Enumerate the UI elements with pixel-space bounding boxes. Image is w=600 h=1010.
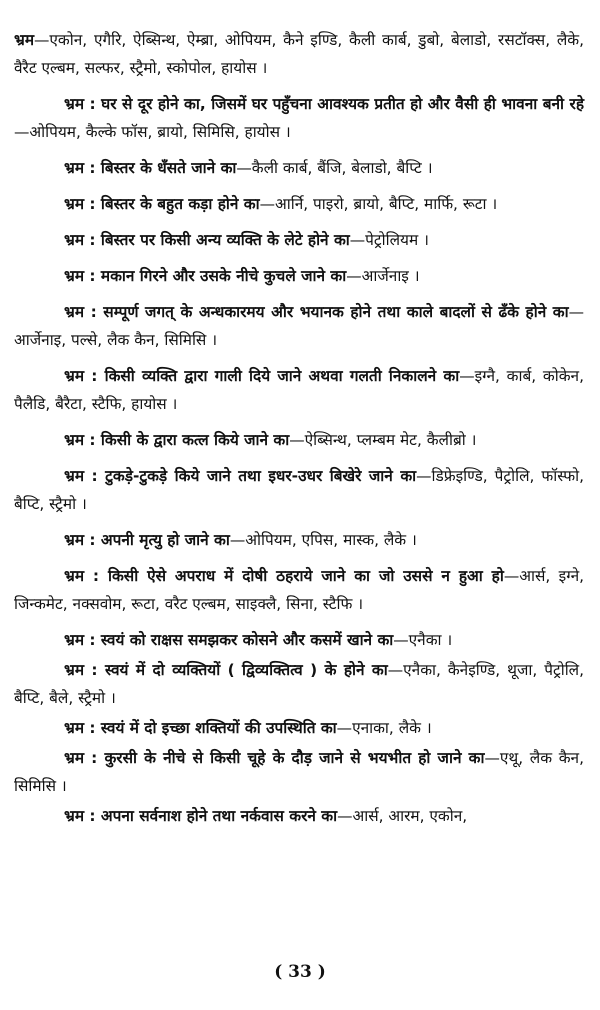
entry-remedies: —डिफ्रेइण्डि, पैट्रोलि, फॉस्फो, बैप्टि, स्ट्रैमो ।	[14, 467, 584, 513]
entry-6	[14, 262, 584, 290]
entry-13	[14, 626, 584, 654]
entry-17	[14, 802, 584, 830]
entry-heading: भ्रम : बिस्तर पर किसी अन्य व्यक्ति के लेटे होने का	[64, 231, 350, 249]
entry-remedies: —कैली कार्ब, बैंजि, बेलाडो, बैप्टि ।	[236, 159, 433, 177]
entry-heading: भ्रम : स्वयं में दो व्यक्तियों ( द्विव्यक्तित्व ) के होने का	[64, 661, 388, 679]
entry-11	[14, 526, 584, 554]
entry-remedies: —ऐब्सिन्थ, प्लम्बम मेट, कैलीब्रो ।	[289, 431, 477, 449]
entry-4	[14, 190, 584, 218]
entry-remedies: —एनैका ।	[393, 631, 453, 649]
entry-15	[14, 714, 584, 742]
entry-9	[14, 426, 584, 454]
entry-10	[14, 462, 584, 518]
entry-remedies: —आर्स, इग्ने, जिन्कमेट, नक्सवोम, रूटा, वरैट एल्बम, साइक्लै, सिना, स्टैफि ।	[14, 567, 585, 613]
entry-remedies: —आर्जेनाइ, पल्से, लैक कैन, सिमिसि ।	[14, 303, 584, 349]
entry-heading: भ्रम : कुरसी के नीचे से किसी चूहे के दौड़ जाने से भयभीत हो जाने का	[64, 749, 485, 767]
entry-heading: भ्रम : अपना सर्वनाश होने तथा नर्कवास करने का	[64, 807, 338, 825]
entry-remedies: —एनैका, कैनेइण्डि, थूजा, पैट्रोलि, बैप्टि, बैले, स्ट्रैमो ।	[14, 661, 585, 707]
entry-remedies: —एथू, लैक कैन, सिमिसि ।	[14, 749, 584, 795]
entry-16	[14, 744, 584, 800]
entry-remedies: —एनाका, लैके ।	[336, 719, 432, 737]
entry-heading: भ्रम : किसी ऐसे अपराध में दोषी ठहराये जाने का जो उससे न हुआ हो	[64, 567, 504, 585]
entry-heading: भ्रम : टुकड़े-टुकड़े किये जाने तथा इधर-उधर बिखेरे जाने का	[64, 467, 417, 485]
entry-remedies: —इग्नै, कार्ब, कोकेन, पैलैडि, बैरैटा, स्टैफि, हायोस ।	[14, 367, 584, 413]
entry-2	[14, 90, 584, 146]
entry-1	[14, 26, 584, 82]
page-number: ( 33 )	[274, 962, 326, 982]
entry-heading: भ्रम : किसी के द्वारा कत्ल किये जाने का	[64, 431, 290, 449]
entry-14	[14, 656, 584, 712]
entry-8	[14, 362, 584, 418]
entry-remedies: —एकोन, एगैरि, ऐब्सिन्थ, ऐम्ब्रा, ओपियम, कैने इण्डि, कैली कार्ब, डुबो, बेलाडो, रसटॉक्स, लैके, वैरैट एल्बम, सल्फर, स्ट्रैमो, स्कोपोल, हायोस ।	[14, 31, 584, 77]
entry-heading: भ्रम : बिस्तर के धँसते जाने का	[64, 159, 237, 177]
entry-heading: भ्रम : बिस्तर के बहुत कड़ा होने का	[64, 195, 260, 213]
entry-remedies: —आर्नि, पाइरो, ब्रायो, बैप्टि, मार्फि, रूटा ।	[259, 195, 498, 213]
entry-remedies: —ओपियम, एपिस, मास्क, लैके ।	[229, 531, 417, 549]
entry-remedies: —आर्स, आरम, एकोन,	[337, 807, 468, 825]
entry-heading: भ्रम : किसी व्यक्ति द्वारा गाली दिये जाने अथवा गलती निकालने का	[64, 367, 460, 385]
entry-heading: भ्रम : स्वयं को राक्षस समझकर कोसने और कसमें खाने का	[64, 631, 394, 649]
entry-remedies: —पेट्रोलियम ।	[349, 231, 429, 249]
entry-heading: भ्रम : घर से दूर होने का, जिसमें घर पहुँचना आवश्यक प्रतीत हो और वैसी ही भावना बनी रहे	[64, 95, 584, 113]
entry-heading: भ्रम : अपनी मृत्यु हो जाने का	[64, 531, 230, 549]
entry-3	[14, 154, 584, 182]
entry-heading: भ्रम : सम्पूर्ण जगत् के अन्धकारमय और भयानक होने तथा काले बादलों से ढँके होने का	[64, 303, 569, 321]
entry-heading: भ्रम : स्वयं में दो इच्छा शक्तियों की उपस्थिति का	[64, 719, 337, 737]
entry-remedies: —ओपियम, कैल्के फॉस, ब्रायो, सिमिसि, हायोस ।	[14, 123, 291, 141]
entry-5	[14, 226, 584, 254]
entry-7	[14, 298, 584, 354]
entry-heading: भ्रम : मकान गिरने और उसके नीचे कुचले जाने का	[64, 267, 347, 285]
entry-remedies: —आर्जेनाइ ।	[346, 267, 420, 285]
entry-heading: भ्रम	[14, 31, 35, 49]
entry-12	[14, 562, 584, 618]
